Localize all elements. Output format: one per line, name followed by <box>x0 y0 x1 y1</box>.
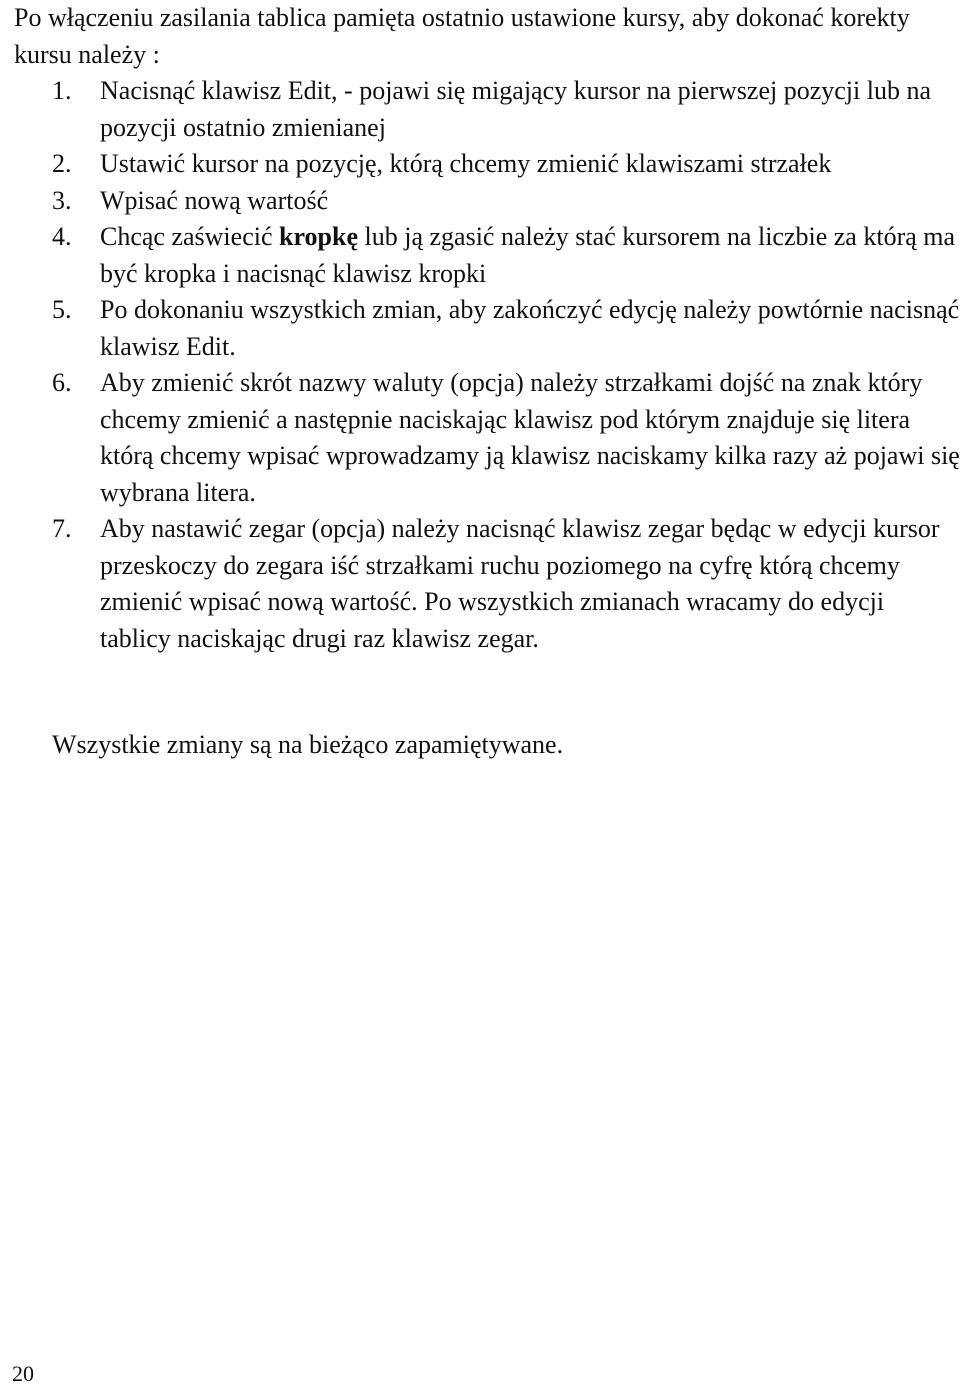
step-number: 6. <box>52 368 72 397</box>
step-number: 3. <box>52 185 72 215</box>
list-item <box>0 146 960 183</box>
instruction-list <box>0 73 960 657</box>
step-text: Po dokonaniu wszystkich zmian, aby zakończyć edycję należy powtórnie nacisnąć klawisz Edit. <box>100 295 960 361</box>
step-text-after: lub ją zgasić należy stać kursorem na liczbie za którą ma być kropka i nacisnąć klawisz kropki <box>100 222 956 288</box>
step-text: Ustawić kursor na pozycję, którą chcemy zmienić klawiszami strzałek <box>100 149 832 178</box>
intro-paragraph: Po włączeniu zasilania tablica pamięta ostatnio ustawione kursy, aby dokonać korekty kursu należy : <box>14 3 910 69</box>
step-text: Nacisnąć klawisz Edit, - pojawi się migający kursor na pierwszej pozycji lub na pozycji ostatnio zmienianej <box>100 76 932 142</box>
list-item <box>0 183 960 220</box>
closing-paragraph: Wszystkie zmiany są na bieżąco zapamiętywane. <box>52 730 564 759</box>
page-number: 20 <box>12 1361 34 1386</box>
step-text: Aby nastawić zegar (opcja) należy nacisnąć klawisz zegar będąc w edycji kursor przeskoczy do zegara iść strzałkami ruchu poziomego na cyfrę którą chcemy zmienić wpisać nową wartość. Po wszystkich zmianach wracamy do edycji tablicy naciskając drugi raz klawisz zegar. <box>100 514 940 653</box>
step-number: 4. <box>52 222 72 251</box>
list-item <box>0 365 960 511</box>
step-text-before: Chcąc zaświecić <box>100 222 280 251</box>
step-number: 1. <box>52 76 72 105</box>
list-item <box>0 511 960 657</box>
bold-term: kropkę <box>279 222 359 251</box>
list-item <box>0 73 960 146</box>
step-number: 7. <box>52 514 72 543</box>
list-item <box>0 219 960 292</box>
step-text: Wpisać nową wartość <box>100 185 329 215</box>
list-item <box>0 292 960 365</box>
step-number: 5. <box>52 295 72 324</box>
step-number: 2. <box>52 149 72 178</box>
step-text: Aby zmienić skrót nazwy waluty (opcja) należy strzałkami dojść na znak który chcemy zmienić a następnie naciskając klawisz pod którym znajduje się litera którą chcemy wpisać wprowadzamy ją klawisz naciskamy kilka razy aż pojawi się wybrana litera. <box>100 368 960 507</box>
